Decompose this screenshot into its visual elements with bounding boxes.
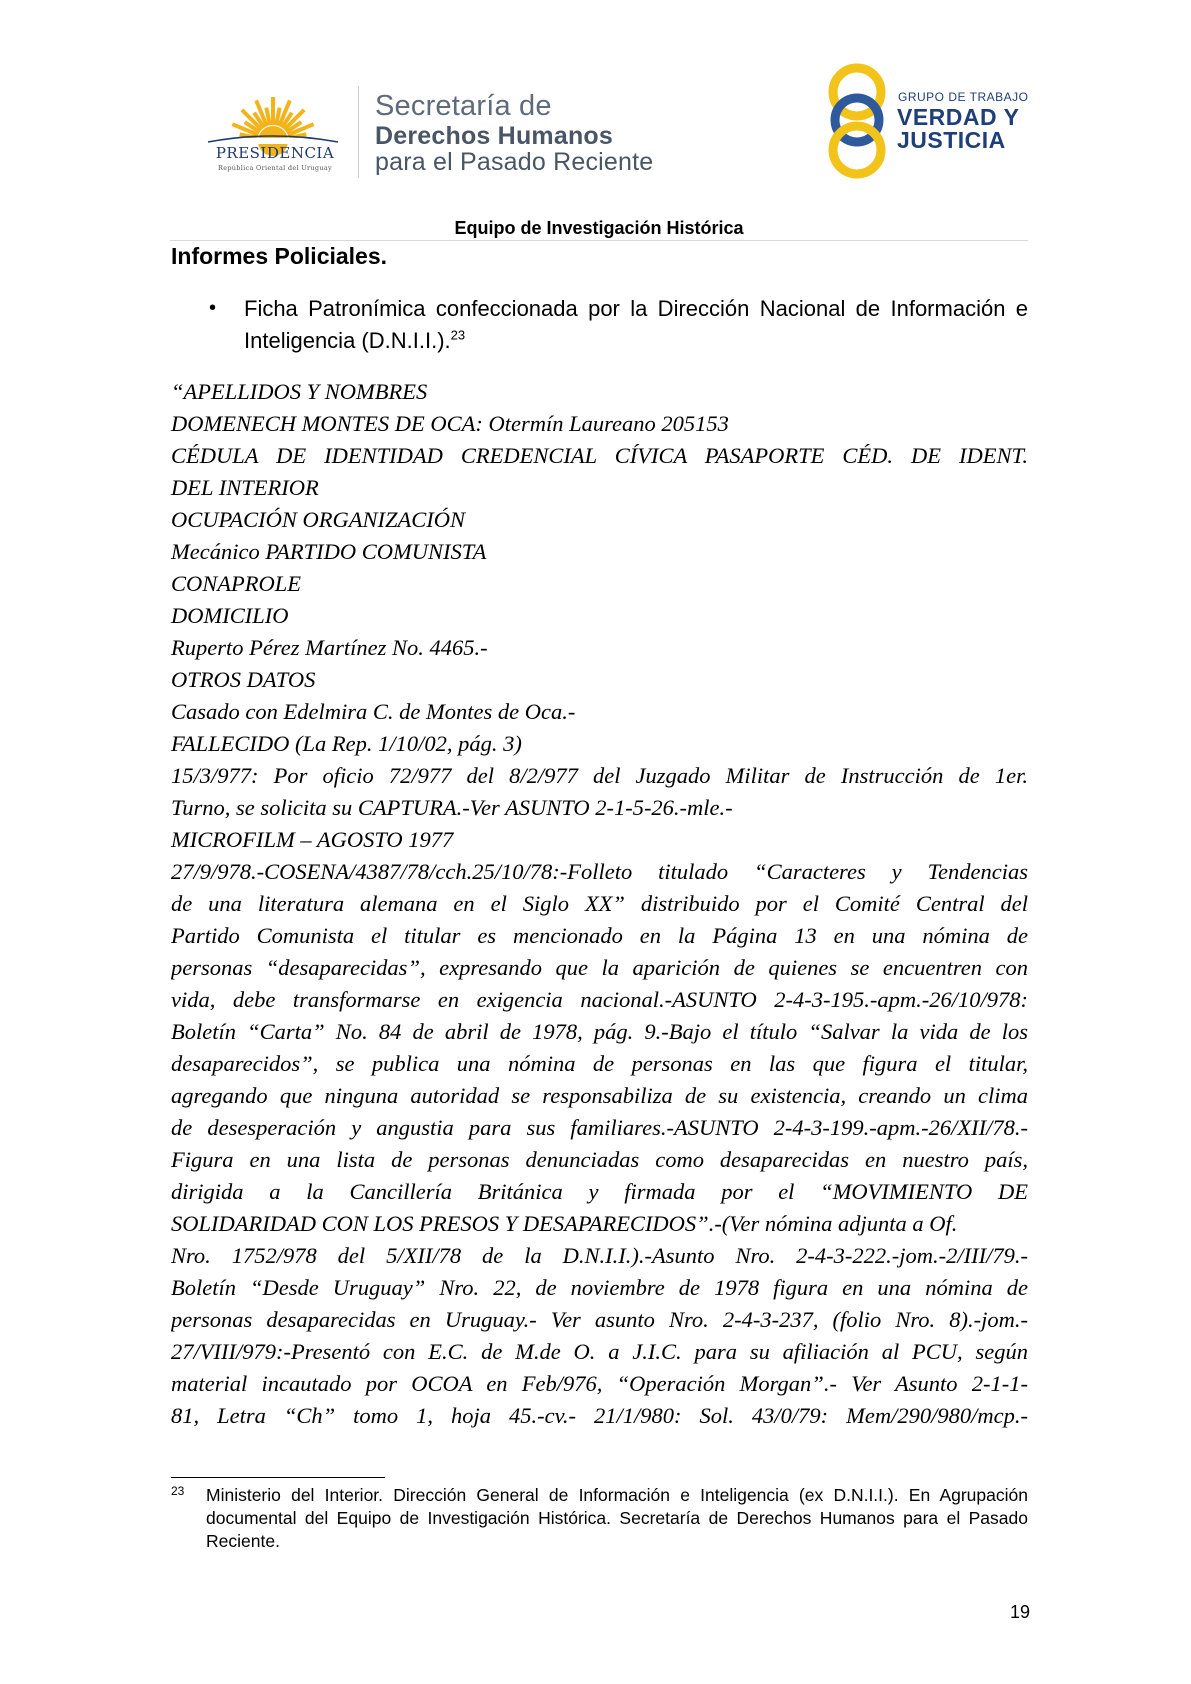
record-line: dirigida a la Cancillería Británica y firmada por el “MOVIMIENTO DE	[171, 1179, 1028, 1204]
record-line: “APELLIDOS Y NOMBRES	[171, 379, 428, 404]
record-line: agregando que ninguna autoridad se responsabiliza de su existencia, creando un clima	[171, 1083, 1028, 1108]
record-line: personas desaparecidas en Uruguay.- Ver asunto Nro. 2-4-3-237, (folio Nro. 8).-jom.-	[171, 1307, 1028, 1332]
page-number: 19	[1009, 1602, 1030, 1622]
section-title: Informes Policiales.	[171, 243, 388, 269]
record-line: Turno, se solicita su CAPTURA.-Ver ASUNTO 2-1-5-26.-mle.-	[171, 795, 733, 820]
record-line: CONAPROLE	[171, 571, 302, 596]
record-line: OCUPACIÓN ORGANIZACIÓN	[171, 507, 465, 532]
record-line: CÉDULA DE IDENTIDAD CREDENCIAL CÍVICA PASAPORTE CÉD. DE IDENT.	[171, 443, 1028, 468]
record-line: Mecánico PARTIDO COMUNISTA	[171, 539, 487, 564]
record-line: 27/9/978.-COSENA/4387/78/cch.25/10/78:-Folleto titulado “Caracteres y Tendencias	[171, 859, 1028, 884]
grupo-trabajo-rings-logo	[822, 58, 892, 183]
record-line: de desesperación y angustia para sus familiares.-ASUNTO 2-4-3-199.-apm.-26/XII/78.-	[171, 1115, 1028, 1140]
record-line: SOLIDARIDAD CON LOS PRESOS Y DESAPARECIDOS”.-(Ver nómina adjunta a Of.	[171, 1211, 958, 1236]
bullet-body: Ficha Patronímica confeccionada por la Dirección Nacional de Información e Inteligencia (D.N.I.I.).	[244, 296, 1028, 353]
secretaria-line-3: para el Pasado Reciente	[375, 148, 654, 176]
record-line: Casado con Edelmira C. de Montes de Oca.-	[171, 699, 576, 724]
record-line: desaparecidos”, se publica una nómina de personas en las que figura el titular,	[171, 1051, 1028, 1076]
record-line: MICROFILM – AGOSTO 1977	[171, 827, 454, 852]
footnote-number: 23	[171, 1484, 185, 1498]
secretaria-line-1: Secretaría de	[375, 90, 552, 122]
record-line: DEL INTERIOR	[171, 475, 319, 500]
grupo-trabajo-label: GRUPO DE TRABAJO	[898, 90, 1029, 104]
bullet-dot-icon: •	[209, 297, 217, 319]
record-line: de una literatura alemana en el Siglo XX” distribuido por el Comité Central del	[171, 891, 1028, 916]
presidencia-sun-logo	[198, 86, 348, 176]
record-line: DOMICILIO	[171, 603, 289, 628]
secretaria-line-2: Derechos Humanos	[375, 122, 613, 150]
record-line: OTROS DATOS	[171, 667, 316, 692]
grupo-trabajo-justicia: JUSTICIA	[897, 127, 1006, 153]
police-record-text	[171, 376, 1028, 1432]
record-line: DOMENECH MONTES DE OCA: Otermín Laureano 205153	[171, 411, 729, 436]
record-line: Boletín “Carta” No. 84 de abril de 1978, pág. 9.-Bajo el título “Salvar la vida de los	[171, 1019, 1028, 1044]
record-line: vida, debe transformarse en exigencia nacional.-ASUNTO 2-4-3-195.-apm.-26/10/978:	[171, 987, 1028, 1012]
bullet-text	[244, 293, 1028, 357]
record-line: 27/VIII/979:-Presentó con E.C. de M.de O. a J.I.C. para su afiliación al PCU, según	[171, 1339, 1028, 1364]
record-line: material incautado por OCOA en Feb/976, “Operación Morgan”.- Ver Asunto 2-1-1-	[171, 1371, 1028, 1396]
footnote-reference[interactable]: 23	[450, 327, 466, 343]
record-line: 15/3/977: Por oficio 72/977 del 8/2/977 del Juzgado Militar de Instrucción de 1er.	[171, 763, 1028, 788]
presidencia-subtitle: República Oriental del Uruguay	[218, 164, 332, 172]
footnote-rule	[171, 1477, 385, 1478]
header-rule	[170, 240, 1028, 241]
presidencia-name: PRESIDENCIA	[215, 144, 335, 162]
record-line: FALLECIDO (La Rep. 1/10/02, pág. 3)	[171, 731, 522, 756]
record-line: personas “desaparecidas”, expresando que la aparición de quienes se encuentren con	[171, 955, 1028, 980]
record-line: Figura en una lista de personas denunciadas como desaparecidas en nuestro país,	[171, 1147, 1028, 1172]
header-divider	[358, 86, 359, 178]
record-line: Boletín “Desde Uruguay” Nro. 22, de noviembre de 1978 figura en una nómina de	[171, 1275, 1028, 1300]
footnote-text: Ministerio del Interior. Dirección General de Información e Inteligencia (ex D.N.I.I.). En Agrupación documental del Equipo de Investigación Histórica. Secretaría de Derechos Humanos para el Pasado Reciente.	[206, 1485, 1028, 1551]
record-line: Nro. 1752/978 del 5/XII/78 de la D.N.I.I.).-Asunto Nro. 2-4-3-222.-jom.-2/III/79.-	[171, 1243, 1028, 1268]
record-line: 81, Letra “Ch” tomo 1, hoja 45.-cv.- 21/1/980: Sol. 43/0/79: Mem/290/980/mcp.-	[171, 1403, 1028, 1428]
grupo-trabajo-verdad: VERDAD Y	[897, 104, 1020, 130]
record-line: Partido Comunista el titular es mencionado en la Página 13 en una nómina de	[171, 923, 1028, 948]
record-line: Ruperto Pérez Martínez No. 4465.-	[171, 635, 488, 660]
running-header: Equipo de Investigación Histórica	[454, 218, 744, 238]
